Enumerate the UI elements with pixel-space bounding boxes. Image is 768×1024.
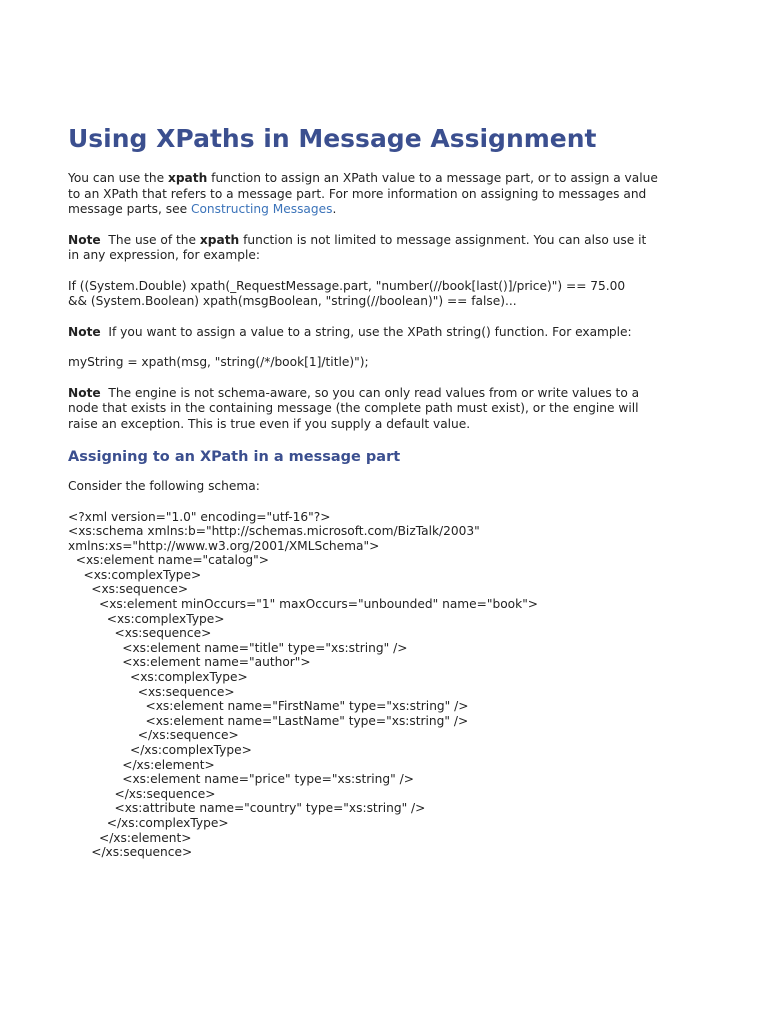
schema-line: xmlns:xs="http://www.w3.org/2001/XMLSchema"> <box>68 538 380 553</box>
schema-line: <xs:complexType> <box>68 670 248 685</box>
example-1-line-2: && (System.Boolean) xpath(msgBoolean, "string(//boolean)") == false)... <box>68 294 517 308</box>
section-heading: Assigning to an XPath in a message part <box>68 449 401 465</box>
note-3-text: The engine is not schema-aware, so you can only read values from or write values to a node that exists in the containing message (the complete path must exist), or the engine will raise an exception. This is true even if you supply a default value. <box>68 385 644 431</box>
schema-line: <xs:element name="author"> <box>68 655 311 670</box>
schema-line: <xs:element name="LastName" type="xs:string" /> <box>68 713 469 728</box>
intro-keyword: xpath <box>167 171 208 185</box>
note-3-label: Note <box>68 385 101 400</box>
schema-line: </xs:sequence> <box>68 728 239 743</box>
example-1 <box>68 279 658 310</box>
schema-line: </xs:sequence> <box>68 845 193 860</box>
note-1 <box>68 233 658 264</box>
schema-line: <xs:schema xmlns:b="http://schemas.microsoft.com/BizTalk/2003" <box>68 524 480 539</box>
note-1-label: Note <box>68 232 101 247</box>
note-1-text-1: The use of the <box>100 232 200 247</box>
schema-line: </xs:element> <box>68 830 192 845</box>
schema-line: </xs:sequence> <box>68 786 216 801</box>
schema-line: <xs:complexType> <box>68 611 225 626</box>
consider-text: Consider the following schema: <box>68 479 260 493</box>
schema-line: </xs:element> <box>68 757 215 772</box>
schema-line: <xs:element minOccurs="1" maxOccurs="unbounded" name="book"> <box>68 597 539 612</box>
schema-line: <xs:sequence> <box>68 626 212 641</box>
note-1-text-2: function is not limited to message assignment. You can also use it in any expression, for example: <box>68 232 647 262</box>
intro-text-2: function to assign an XPath value to a message part, or to assign a value to an XPath that refers to a message part. For more information on assigning to messages and message parts, see <box>68 171 658 216</box>
schema-line: </xs:complexType> <box>68 743 252 757</box>
intro-text-1: You can use the <box>68 171 168 185</box>
schema-line: <xs:element name="FirstName" type="xs:string" /> <box>68 699 469 714</box>
schema-line: <?xml version="1.0" encoding="utf-16"?> <box>68 509 331 524</box>
schema-line: </xs:complexType> <box>68 815 229 830</box>
page-title: Using XPaths in Message Assignment <box>68 124 597 153</box>
schema-line: <xs:element name="catalog"> <box>68 553 269 568</box>
intro-text-3: . <box>332 202 337 216</box>
note-2-text: If you want to assign a value to a string, use the XPath string() function. For example: <box>100 324 632 339</box>
schema-line: <xs:attribute name="country" type="xs:string" /> <box>68 801 426 816</box>
intro-paragraph <box>68 171 658 218</box>
example-1-line-1: If ((System.Double) xpath(_RequestMessage.part, "number(//book[last()]/price)") == 75.00 <box>68 278 626 293</box>
example-2: myString = xpath(msg, "string(/*/book[1]/title)"); <box>68 355 369 369</box>
schema-line: <xs:complexType> <box>68 567 202 582</box>
note-2 <box>68 325 658 341</box>
schema-line: <xs:element name="title" type="xs:string" /> <box>68 640 408 655</box>
schema-line: <xs:sequence> <box>68 582 189 597</box>
note-3 <box>68 386 658 433</box>
note-1-keyword: xpath <box>199 232 240 247</box>
schema-line: <xs:sequence> <box>68 684 235 699</box>
constructing-messages-link[interactable]: Constructing Messages <box>190 202 333 216</box>
schema-code-block <box>68 510 658 860</box>
note-2-label: Note <box>68 324 101 339</box>
schema-line: <xs:element name="price" type="xs:string" /> <box>68 772 414 787</box>
